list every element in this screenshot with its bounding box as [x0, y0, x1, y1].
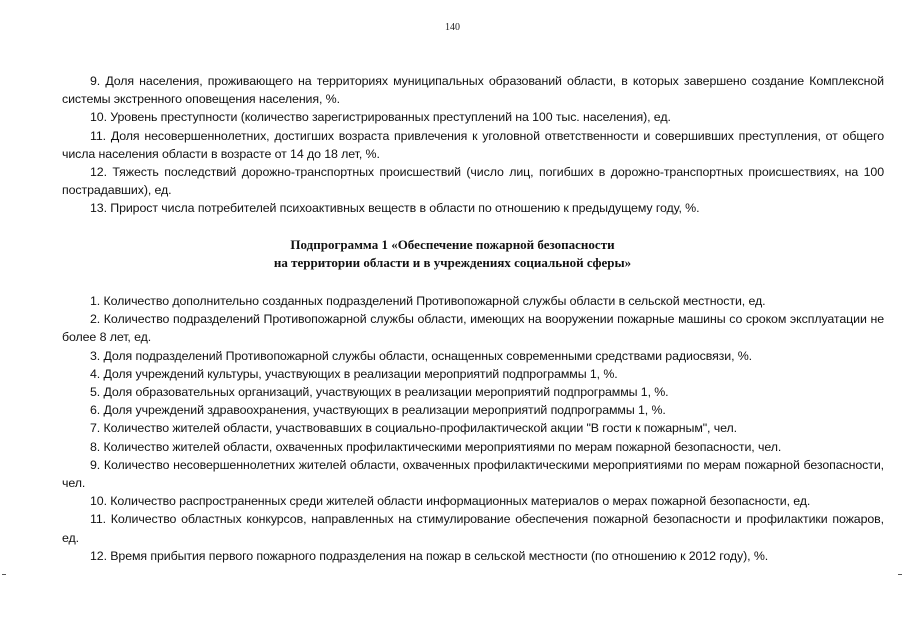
list-item: 12. Тяжесть последствий дорожно-транспортных происшествий (число лиц, погибших в дорожно-транспортных происшествиях, на 100 пострадавших), ед.: [62, 165, 884, 198]
page-number: 140: [445, 22, 460, 33]
list-item: 10. Количество распространенных среди жителей области информационных материалов о мерах пожарной безопасности, ед.: [90, 494, 811, 509]
scan-edge-mark: [2, 574, 6, 575]
list-item: 3. Доля подразделений Противопожарной службы области, оснащенных современными средствами радиосвязи, %.: [90, 348, 753, 363]
list-item: 8. Количество жителей области, охваченных профилактическими мероприятиями по мерам пожарной безопасности, чел.: [90, 439, 782, 454]
list-item: 9. Количество несовершеннолетних жителей области, охваченных профилактическими мероприятиями по мерам пожарной безопасности, чел.: [62, 457, 884, 491]
list-item: 11. Доля несовершеннолетних, достигших возраста привлечения к уголовной ответственности и совершивших преступления, от общего числа населения области в возрасте от 14 до 18 лет, %.: [62, 128, 884, 161]
list-item: 11. Количество областных конкурсов, направленных на стимулирование обеспечения пожарной безопасности и профилактики пожаров, ед.: [62, 512, 884, 545]
indicator-list-subprogram: [62, 292, 884, 565]
list-item: 12. Время прибытия первого пожарного подразделения на пожар в сельской местности (по отношению к 2012 году), %.: [90, 548, 769, 563]
list-item: 5. Доля образовательных организаций, участвующих в реализации мероприятий подпрограммы 1, %.: [90, 385, 669, 400]
indicator-list-top: [62, 72, 884, 218]
list-item: 13. Прирост числа потребителей психоактивных веществ в области по отношению к предыдущему году, %.: [90, 201, 700, 216]
list-item: 2. Количество подразделений Противопожарной службы области, имеющих на вооружении пожарные машины со сроком эксплуатации не более 8 лет, ед.: [62, 312, 884, 345]
list-item: 6. Доля учреждений здравоохранения, участвующих в реализации мероприятий подпрограммы 1, %.: [90, 403, 666, 418]
list-item: 4. Доля учреждений культуры, участвующих в реализации мероприятий подпрограммы 1, %.: [90, 366, 618, 381]
heading-line-2: на территории области и в учреждениях социальной сферы»: [273, 255, 632, 270]
list-item: 9. Доля населения, проживающего на территориях муниципальных образований области, в которых завершено создание Комплексной системы экстренного оповещения населения, %.: [62, 74, 884, 107]
scan-edge-mark: [898, 574, 902, 575]
list-item: 10. Уровень преступности (количество зарегистрированных преступлений на 100 тыс. населения), ед.: [90, 110, 671, 125]
subprogram-heading: [0, 236, 905, 272]
list-item: 1. Количество дополнительно созданных подразделений Противопожарной службы области в сельской местности, ед.: [90, 294, 766, 308]
heading-line-1: Подпрограмма 1 «Обеспечение пожарной безопасности: [290, 237, 615, 252]
list-item: 7. Количество жителей области, участвовавших в социально-профилактической акции "В гости к пожарным", чел.: [90, 421, 737, 436]
